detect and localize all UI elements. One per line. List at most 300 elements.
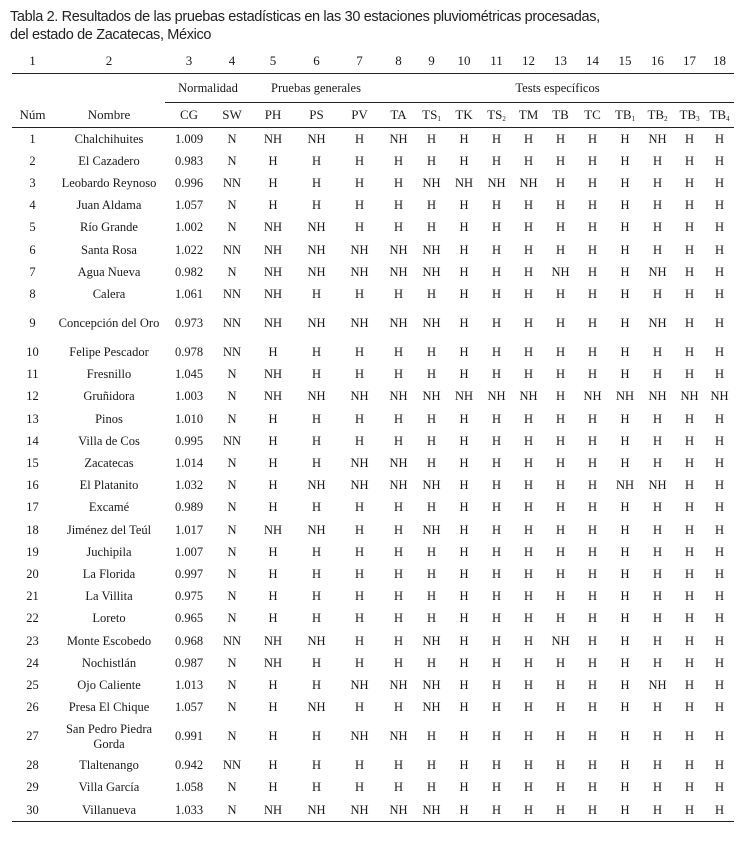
cell-ts1: H [426,758,437,773]
cell-ph: H [268,456,278,471]
cell-ts2: H [491,700,502,715]
cell-tb1: H [609,799,641,822]
cell-tb2: H [652,633,663,648]
table-row [12,452,734,474]
cell-tk: H [459,500,469,515]
cell-tb1: H [620,242,630,257]
cell-ta: NH [389,316,408,330]
cell-sw: N [227,589,237,604]
cell-pv: NH [350,389,369,404]
cell-tb2: H [652,758,663,773]
cell-ps: H [311,544,322,559]
column-number: 10 [447,48,481,74]
cell-tb1: H [620,367,630,382]
cell-tb: H [555,758,566,773]
cell-num: 1 [29,131,36,146]
cell-pv: NH [338,799,381,822]
table-row [12,150,734,172]
cell-tb4: H [714,316,725,330]
cell-ph: H [268,411,278,426]
cell-tb2: H [652,589,663,604]
cell-ts2: H [491,264,502,279]
cell-tb3: H [684,456,695,471]
cell-tb: H [555,700,566,715]
cell-ts2: H [491,677,502,692]
cell-tk: H [459,758,469,773]
cell-tb2: H [652,242,663,257]
cell-pv: H [354,758,365,773]
table-row [12,630,734,652]
cell-sw: NN [222,758,242,773]
cell-tb2: H [652,729,663,744]
cell-ts1: NH [422,242,441,257]
cell-tc: H [587,345,598,360]
cell-ps: H [311,729,322,744]
cell-nombre: Gruñidora [83,389,135,404]
cell-nombre: Villa García [78,780,140,795]
cell-tb3: H [684,500,695,515]
cell-pv: H [354,286,365,301]
cell-tb1: H [620,153,630,168]
table-row [12,777,734,799]
cell-tb4: H [714,780,725,795]
column-number: 8 [381,48,416,74]
cell-tc: H [587,478,598,493]
cell-tb4: H [714,633,725,648]
cell-pv: H [354,198,365,213]
table-row [12,608,734,630]
cell-ps: NH [307,316,326,330]
cell-cg: 1.032 [174,478,204,493]
cell-tc: H [576,799,609,822]
cell-tc: H [587,242,598,257]
cell-cg: 1.009 [174,131,204,146]
cell-tb2: H [652,198,663,213]
cell-ps: H [311,655,322,670]
cell-tb1: H [620,611,630,626]
cell-tb: H [555,175,566,190]
cell-cg: 0.987 [174,655,204,670]
cell-tb1: H [620,566,630,581]
cell-cg: 0.982 [174,264,204,279]
cell-cg: 1.014 [174,456,204,471]
cell-tk: H [459,316,469,330]
cell-ps: H [311,566,322,581]
header-ts1: $TS_1$ [416,103,447,128]
cell-num: 8 [29,286,36,301]
cell-tb2: NH [648,131,667,146]
cell-tb3: H [684,316,695,330]
cell-tb3: H [684,433,695,448]
cell-tk: H [459,611,469,626]
cell-tb4: H [714,522,725,537]
cell-ps: H [311,198,322,213]
cell-tc: H [587,367,598,382]
cell-ta: H [393,611,404,626]
cell-cg: 0.991 [174,729,204,744]
cell-tb4: H [714,367,725,382]
cell-ps: H [311,433,322,448]
table-row [12,342,734,364]
cell-ph: NH [263,389,283,404]
table-row [12,283,734,305]
cell-tk: H [459,345,469,360]
cell-nombre: Villanueva [53,799,165,822]
cell-tc: H [587,589,598,604]
cell-tb3: H [684,611,695,626]
cell-pv: NH [350,729,369,744]
group-pruebas-generales: Pruebas generales [251,74,381,103]
cell-tb4: H [714,478,725,493]
cell-tb1: H [620,655,630,670]
cell-tm: NH [519,389,538,404]
cell-sw: N [227,367,237,382]
cell-ts1: H [426,220,437,235]
cell-ts2: NH [487,389,506,404]
cell-tb3: H [684,153,695,168]
cell-tb3: H [684,729,695,744]
column-number: 15 [609,48,641,74]
cell-tm: H [523,500,534,515]
cell-ts1: NH [422,478,441,493]
cell-tb3: H [684,522,695,537]
column-number: 12 [512,48,545,74]
cell-tb: H [555,153,566,168]
cell-tk: H [459,677,469,692]
cell-tk: H [459,242,469,257]
cell-tb1: NH [615,478,635,493]
cell-tb: H [555,655,566,670]
table-row [12,172,734,194]
cell-tb3: H [684,566,695,581]
cell-tb: H [555,367,566,382]
cell-cg: 1.010 [174,411,204,426]
cell-tb3: H [684,198,695,213]
cell-num: 9 [29,316,36,330]
cell-tb2: NH [648,389,667,404]
cell-num: 19 [26,544,39,559]
cell-ta: H [393,153,404,168]
cell-tm: H [523,589,534,604]
cell-tb1: H [620,220,630,235]
cell-ph: H [268,153,278,168]
header-tc: TC [576,103,609,128]
cell-ts2: H [491,316,502,330]
cell-cg: 0.975 [174,589,204,604]
cell-ph: H [268,729,278,744]
cell-num: 23 [26,633,39,648]
cell-tc: H [587,286,598,301]
cell-tb: H [555,286,566,301]
cell-tb: H [555,566,566,581]
cell-pv: H [354,175,365,190]
cell-tc: H [587,264,598,279]
cell-ta: NH [381,799,416,822]
cell-pv: H [354,131,365,146]
cell-tb: H [555,411,566,426]
cell-ps: H [311,175,322,190]
cell-tb4: H [714,153,725,168]
cell-tb4: H [714,175,725,190]
cell-cg: 1.033 [165,799,213,822]
cell-sw: N [227,729,237,744]
cell-pv: H [354,433,365,448]
table-row [12,128,734,151]
cell-tk: H [459,780,469,795]
cell-ph: H [268,566,278,581]
cell-ps: NH [307,264,326,279]
cell-tb: H [555,456,566,471]
cell-tk: H [459,411,469,426]
cell-sw: N [227,153,237,168]
cell-tb: NH [551,264,570,279]
cell-tb4: H [714,758,725,773]
cell-ph: H [268,198,278,213]
cell-nombre: Ojo Caliente [77,677,141,692]
cell-sw: N [227,611,237,626]
cell-pv: NH [350,478,369,493]
cell-num: 6 [29,242,36,257]
cell-num: 28 [26,758,39,773]
cell-tb4: H [714,729,725,744]
cell-tb2: H [652,286,663,301]
cell-tb1: H [620,264,630,279]
cell-tb: H [555,389,566,404]
cell-tb: H [555,198,566,213]
table-row [12,386,734,408]
cell-tm: H [523,242,534,257]
cell-tb: H [555,500,566,515]
cell-num: 4 [29,198,36,213]
cell-pv: NH [350,456,369,471]
cell-ps: NH [307,522,326,537]
header-ta: TA [381,103,416,128]
cell-tb1: H [620,411,630,426]
cell-tm: H [512,799,545,822]
cell-ta: H [393,655,404,670]
cell-ts1: H [426,286,437,301]
cell-cg: 0.997 [174,566,204,581]
cell-tc: H [587,677,598,692]
table-row [12,261,734,283]
cell-tb2: NH [648,478,667,493]
cell-tm: H [523,367,534,382]
cell-ta: NH [389,242,408,257]
cell-cg: 0.978 [174,345,204,360]
cell-tb4: H [714,566,725,581]
cell-ps: H [311,677,322,692]
cell-ts2: H [491,131,502,146]
cell-ta: H [393,286,404,301]
cell-num: 27 [26,729,39,744]
cell-tb: H [555,242,566,257]
cell-tb2: H [652,500,663,515]
table-row [12,430,734,452]
cell-tb2: H [641,799,674,822]
cell-ps: NH [307,478,326,493]
cell-ph: NH [263,316,283,330]
cell-tb1: H [620,456,630,471]
cell-ts2: H [491,780,502,795]
cell-ts2: H [491,286,502,301]
cell-nombre: El Platanito [79,478,139,493]
cell-ta: H [393,566,404,581]
cell-num: 11 [26,367,39,382]
cell-cg: 1.057 [174,700,204,715]
cell-ta: H [393,220,404,235]
cell-tb4: H [714,286,725,301]
column-number: 14 [576,48,609,74]
cell-ps: H [311,611,322,626]
cell-ph: NH [263,522,283,537]
cell-tb: H [555,478,566,493]
cell-ts1: H [426,500,437,515]
cell-ta: H [393,780,404,795]
cell-tb3: H [684,367,695,382]
cell-ts2: H [481,799,512,822]
cell-num: 18 [26,522,39,537]
cell-tb2: H [652,544,663,559]
table-caption [10,8,735,44]
cell-tb2: NH [648,264,667,279]
cell-ps: H [311,153,322,168]
cell-cg: 1.045 [174,367,204,382]
cell-nombre: Presa El Chique [68,700,150,715]
cell-tb3: H [684,220,695,235]
cell-tb1: H [620,345,630,360]
cell-num: 10 [26,345,39,360]
cell-ts1: H [426,131,437,146]
group-header-row [12,74,734,103]
cell-tk: H [459,220,469,235]
cell-ps: NH [295,799,338,822]
cell-ph: H [268,611,278,626]
cell-tc: H [587,131,598,146]
cell-ts2: H [491,345,502,360]
cell-num: 2 [29,153,36,168]
column-number: 17 [674,48,705,74]
cell-sw: N [227,780,237,795]
cell-tb1: H [620,175,630,190]
cell-ta: NH [389,264,408,279]
cell-pv: H [354,411,365,426]
cell-pv: H [354,153,365,168]
cell-ts2: H [491,411,502,426]
cell-num: 15 [26,456,39,471]
cell-tb1: H [620,780,630,795]
cell-sw: N [213,799,251,822]
cell-nombre: Calera [92,286,126,301]
cell-nombre: Jiménez del Teúl [66,522,152,537]
header-ph: PH [251,103,295,128]
cell-tc: NH [583,389,602,404]
cell-ph: NH [263,655,283,670]
cell-tb2: NH [648,316,667,330]
cell-tm: H [523,198,534,213]
cell-nombre: Zacatecas [84,456,134,471]
cell-ph: H [268,700,278,715]
cell-tc: H [587,175,598,190]
cell-ps: H [311,780,322,795]
cell-pv: H [354,345,365,360]
cell-num: 26 [26,700,39,715]
cell-tm: H [523,456,534,471]
cell-ph: H [268,478,278,493]
cell-tk: H [459,131,469,146]
cell-ts1: H [426,566,437,581]
cell-ts2: H [491,478,502,493]
cell-tm: H [523,264,534,279]
cell-cg: 0.983 [174,153,204,168]
cell-tb3: H [684,589,695,604]
cell-tc: H [587,153,598,168]
cell-ta: H [393,411,404,426]
cell-tb: H [555,220,566,235]
cell-num: 17 [26,500,39,515]
cell-num: 3 [29,175,36,190]
cell-sw: N [227,478,237,493]
table-row [12,497,734,519]
cell-sw: NN [222,242,242,257]
cell-sw: N [227,264,237,279]
column-number: 3 [165,48,213,74]
cell-ps: H [311,411,322,426]
cell-tb1: H [620,316,630,330]
cell-ts2: H [491,220,502,235]
cell-nombre: Loreto [92,611,126,626]
cell-tb4: H [714,242,725,257]
cell-ts1: H [426,153,437,168]
cell-tc: H [587,411,598,426]
cell-ts1: NH [422,677,441,692]
cell-tk: H [459,700,469,715]
cell-ta: H [393,544,404,559]
column-number: 5 [251,48,295,74]
group-normalidad: Normalidad [165,74,251,103]
cell-tb1: H [620,729,630,744]
cell-tb1: H [620,522,630,537]
cell-tk: H [459,286,469,301]
cell-tb2: H [652,345,663,360]
cell-nombre: Tlaltenango [79,758,139,773]
cell-ta: H [393,522,404,537]
cell-ph: NH [251,799,295,822]
cell-ts1: H [426,780,437,795]
cell-nombre: Nochistlán [81,655,137,670]
cell-tc: H [587,566,598,581]
cell-tb3: H [684,478,695,493]
column-number: 11 [481,48,512,74]
cell-ts1: NH [422,175,441,190]
table-row [12,306,734,342]
cell-tc: H [587,780,598,795]
cell-tb1: H [620,286,630,301]
cell-nombre: Fresnillo [86,367,132,382]
cell-tb3: H [684,677,695,692]
cell-ta: NH [389,456,408,471]
cell-pv: H [354,544,365,559]
cell-ps: H [311,500,322,515]
table-row [12,755,734,777]
cell-tk: H [459,522,469,537]
cell-tb: H [555,589,566,604]
cell-tk: NH [454,389,474,404]
header-tb4: $TB_4$ [705,103,734,128]
cell-ts1: NH [422,522,441,537]
cell-ts1: H [426,456,437,471]
cell-tc: H [587,522,598,537]
results-table [12,48,734,822]
